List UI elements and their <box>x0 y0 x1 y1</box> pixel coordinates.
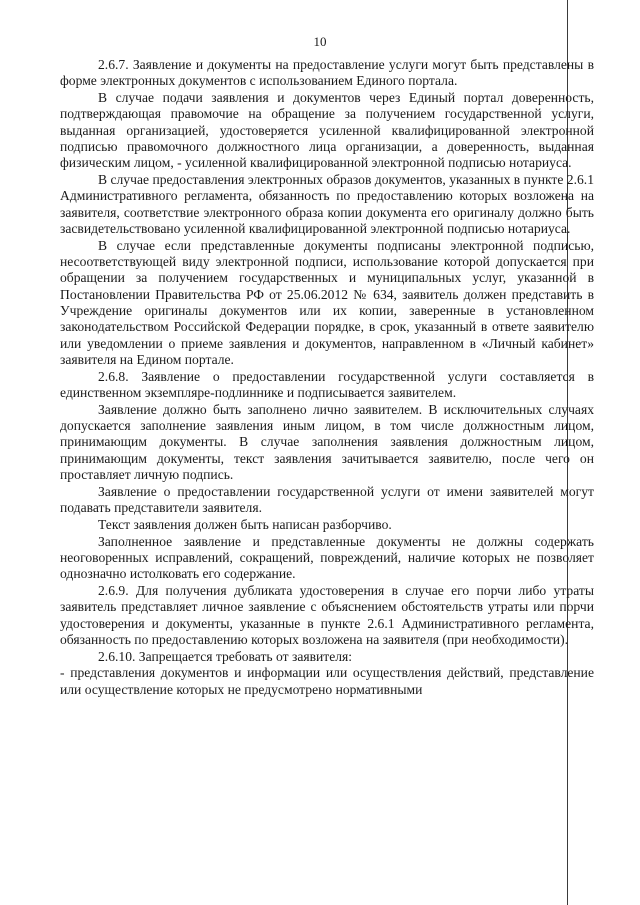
paragraph-legible-text: Текст заявления должен быть написан разборчиво. <box>98 516 392 532</box>
paragraph-representatives: Заявление о предоставлении государственной услуги от имени заявителей могут подавать представители заявителя. <box>60 483 594 516</box>
document-body <box>60 57 594 698</box>
paragraph-2-6-7: 2.6.7. Заявление и документы на предоставление услуги могут быть представлены в форме электронных документов с использованием Единого портала. <box>60 57 594 89</box>
paragraph-filled-by-applicant: Заявление должно быть заполнено лично заявителем. В исключительных случаях допускается заполнение заявления иным лицом, в том числе должностным лицом, принимающим документы. В случае заполнения заявления должностным лицом, принимающим документы, текст заявления зачитывается заявителю, после чего он проставляет личную подпись. <box>60 401 594 482</box>
paragraph-electronic-images: В случае предоставления электронных образов документов, указанных в пункте 2.6.1 Административного регламента, обязанность по предоставлению которых возложена на заявителя, соответствие электронного образа копии документа его оригиналу должно быть засвидетельствовано усиленной квалифицированной электронной подписью нотариуса. <box>60 172 594 236</box>
paragraph-2-6-9: 2.6.9. Для получения дубликата удостоверения в случае его порчи либо утраты заявитель представляет личное заявление с объяснением обстоятельств утраты или порчи удостоверения и документы, указанные в пункте 2.6.1 Административного регламента, обязанность по предоставлению которых возложена на заявителя (при необходимости). <box>60 583 594 647</box>
paragraph-signature-mismatch: В случае если представленные документы подписаны электронной подписью, несоответствующей виду электронной подписи, использование которой допускается при обращении за получением государственных и муниципальных услуг, указанной в Постановлении Правительства РФ от 25.06.2012 № 634, заявитель должен представить в Учреждение оригиналы документов или их копии, заверенные в установленном законодательством Российской Федерации порядке, в срок, указанный в ответе заявителю или уведомлении о приеме заявления и документов, направленном в «Личный кабинет» заявителя на Едином портале. <box>60 237 594 367</box>
paragraph-power-of-attorney: В случае подачи заявления и документов через Единый портал доверенность, подтверждающая правомочие на обращение за получением государственной услуги, выданная организацией, удостоверяется усиленной квалифицированной электронной подписью правомочного должностного лица организации, а доверенность, выданная физическим лицом, - усиленной квалифицированной электронной подписью нотариуса. <box>60 90 594 171</box>
paragraph-2-6-8: 2.6.8. Заявление о предоставлении государственной услуги составляется в единственном экземпляре-подлиннике и подписывается заявителем. <box>60 368 594 400</box>
page-number: 10 <box>313 34 327 49</box>
list-item-dash: - представления документов и информации или осуществления действий, представление или осуществление которых не предусмотрено нормативными <box>60 665 594 697</box>
paragraph-2-6-10: 2.6.10. Запрещается требовать от заявителя: <box>98 648 353 664</box>
paragraph-no-corrections: Заполненное заявление и представленные документы не должны содержать неоговоренных исправлений, сокращений, повреждений, наличие которых не позволяет однозначно истолковать его содержание. <box>60 533 594 582</box>
